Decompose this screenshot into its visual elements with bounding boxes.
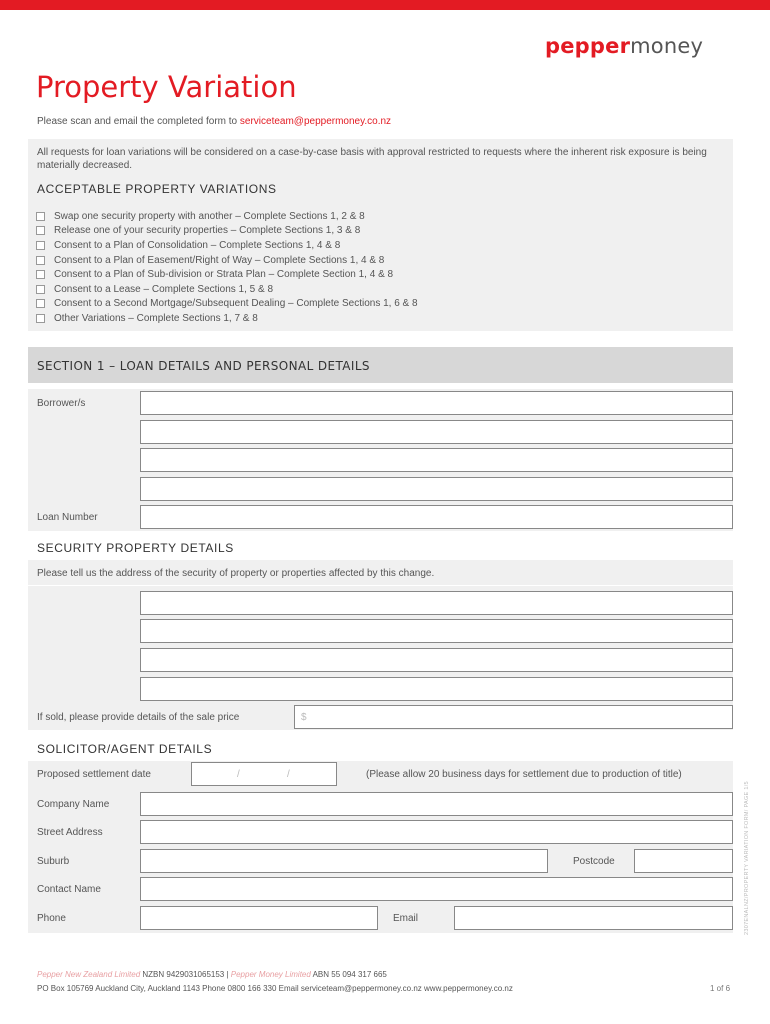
suburb-label: Suburb: [37, 856, 70, 867]
footer-company-line: Pepper New Zealand Limited NZBN 9429031065153 | Pepper Money Limited ABN 55 094 317 665: [37, 970, 387, 979]
sale-price-field[interactable]: [294, 705, 733, 729]
approval-note: All requests for loan variations will be considered on a case-by-case basis with approval restricted to requests where the inherent risk exposure is being materially decreased.: [37, 147, 707, 171]
variation-options-list: [36, 209, 418, 326]
property-address-field[interactable]: [140, 648, 733, 672]
property-address-field[interactable]: [140, 619, 733, 643]
pepper-money-logo: peppermoney: [545, 34, 704, 58]
variation-option[interactable]: Swap one security property with another – Complete Sections 1, 2 & 8: [36, 209, 418, 224]
suburb-field[interactable]: [140, 849, 548, 873]
email-label: Email: [393, 913, 419, 924]
checkbox[interactable]: [36, 212, 45, 221]
checkbox[interactable]: [36, 314, 45, 323]
contact-name-field[interactable]: [140, 877, 733, 901]
security-instruction: Please tell us the address of the security of property or properties affected by this change.: [37, 568, 435, 579]
section1-header: SECTION 1 – LOAN DETAILS AND PERSONAL DETAILS: [28, 347, 733, 383]
acceptable-variations-heading: ACCEPTABLE PROPERTY VARIATIONS: [37, 182, 277, 196]
footer-contact-line: PO Box 105769 Auckland City, Auckland 1143 Phone 0800 166 330 Email serviceteam@peppermoney.co.nz www.peppermoney.co.nz: [37, 984, 513, 993]
page-number: 1 of 6: [710, 984, 731, 993]
loan-number-field[interactable]: [140, 505, 733, 529]
date-separator: /: [237, 769, 240, 780]
solicitor-agent-heading: SOLICITOR/AGENT DETAILS: [37, 742, 213, 756]
checkbox[interactable]: [36, 241, 45, 250]
email-field[interactable]: [454, 906, 733, 930]
loan-number-label: Loan Number: [37, 512, 98, 523]
intro-text: Please scan and email the completed form to serviceteam@peppermoney.co.nz: [37, 116, 392, 127]
variation-option[interactable]: Release one of your security properties – Complete Sections 1, 3 & 8: [36, 224, 418, 239]
variation-option[interactable]: Consent to a Lease – Complete Sections 1, 5 & 8: [36, 282, 418, 297]
checkbox[interactable]: [36, 285, 45, 294]
company-name-field[interactable]: [140, 792, 733, 816]
borrowers-label: Borrower/s: [37, 398, 86, 409]
phone-field[interactable]: [140, 906, 378, 930]
checkbox[interactable]: [36, 299, 45, 308]
street-address-label: Street Address: [37, 827, 103, 838]
checkbox[interactable]: [36, 270, 45, 279]
security-property-heading: SECURITY PROPERTY DETAILS: [37, 541, 234, 555]
borrower-field[interactable]: [140, 391, 733, 415]
variation-option[interactable]: Consent to a Plan of Easement/Right of Way – Complete Sections 1, 4 & 8: [36, 253, 418, 268]
postcode-label: Postcode: [573, 856, 615, 867]
phone-label: Phone: [37, 913, 66, 924]
postcode-field[interactable]: [634, 849, 733, 873]
variation-option[interactable]: Consent to a Plan of Consolidation – Complete Sections 1, 4 & 8: [36, 238, 418, 253]
variation-option[interactable]: Consent to a Second Mortgage/Subsequent Dealing – Complete Sections 1, 6 & 8: [36, 297, 418, 312]
date-separator: /: [287, 769, 290, 780]
settlement-note: (Please allow 20 business days for settlement due to production of title): [366, 769, 682, 780]
divider: [28, 585, 733, 586]
borrower-field[interactable]: [140, 477, 733, 501]
borrower-field[interactable]: [140, 448, 733, 472]
property-address-field[interactable]: [140, 591, 733, 615]
currency-symbol: $: [301, 712, 307, 723]
sale-price-label: If sold, please provide details of the sale price: [37, 712, 240, 723]
settlement-date-label: Proposed settlement date: [37, 769, 151, 780]
contact-name-label: Contact Name: [37, 884, 101, 895]
company-name-label: Company Name: [37, 799, 110, 810]
settlement-date-field[interactable]: [191, 762, 337, 786]
checkbox[interactable]: [36, 226, 45, 235]
top-accent-bar: [0, 0, 770, 10]
form-code-vertical: 2307ENALNZ/PROPERTY VARIATION FORM/ PAGE 1/5: [744, 781, 750, 935]
property-address-field[interactable]: [140, 677, 733, 701]
street-address-field[interactable]: [140, 820, 733, 844]
service-email-link[interactable]: serviceteam@peppermoney.co.nz: [239, 116, 392, 127]
variation-option[interactable]: Consent to a Plan of Sub-division or Strata Plan – Complete Section 1, 4 & 8: [36, 267, 418, 282]
variation-option[interactable]: Other Variations – Complete Sections 1, 7 & 8: [36, 311, 418, 326]
borrower-field[interactable]: [140, 420, 733, 444]
page-title: Property Variation: [36, 70, 297, 104]
checkbox[interactable]: [36, 256, 45, 265]
